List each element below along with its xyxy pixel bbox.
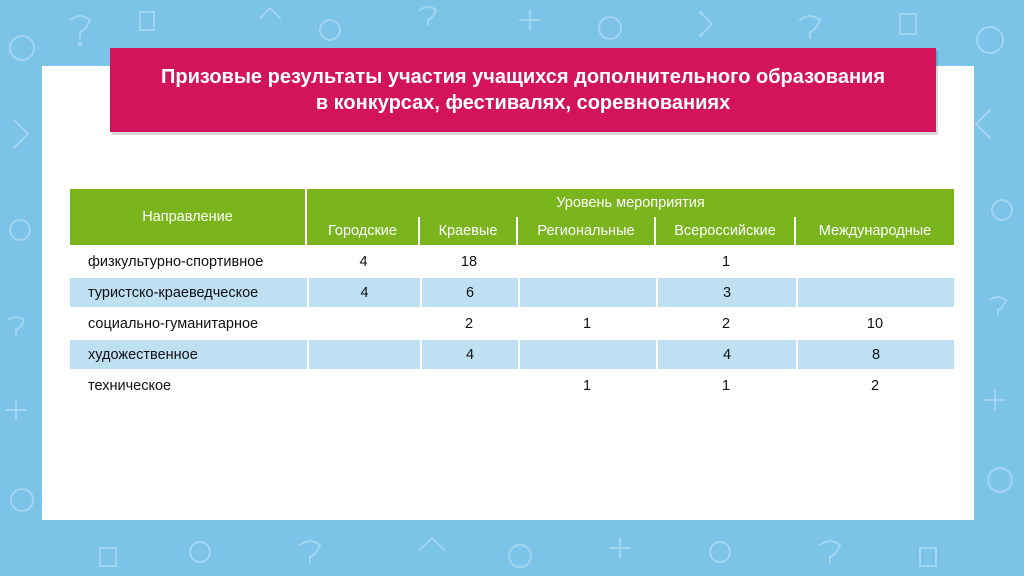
table-cell: 4 xyxy=(420,338,518,369)
table-cell: 8 xyxy=(796,338,954,369)
table-cell: 1 xyxy=(721,253,731,270)
table-cell: 3 xyxy=(656,276,796,307)
table-cell xyxy=(796,245,954,276)
direction-header: Направление xyxy=(70,189,307,245)
level-regional-header: Региональные xyxy=(518,217,656,245)
table-cell: 4 xyxy=(307,276,420,307)
table-cell: 2 xyxy=(796,369,954,400)
level-header: Уровень мероприятия xyxy=(307,189,954,217)
table-row xyxy=(70,338,954,369)
table-cell xyxy=(307,307,420,338)
row-name: техническое xyxy=(70,369,307,400)
table-cell xyxy=(420,369,518,400)
table-cell: 4 xyxy=(656,338,796,369)
level-city-header: Городские xyxy=(307,217,420,245)
table-cell xyxy=(796,276,954,307)
row-name: социально-гуманитарное xyxy=(70,307,307,338)
level-national-header: Всероссийские xyxy=(656,217,796,245)
table-cell: 2 xyxy=(656,307,796,338)
table-cell: 10 xyxy=(796,307,954,338)
table-cell xyxy=(307,369,420,400)
title-line-1: Призовые результаты участия учащихся дополнительного образования xyxy=(161,66,885,88)
row-name: физкультурно-спортивное xyxy=(88,253,264,270)
level-krai-header: Краевые xyxy=(420,217,518,245)
results-table xyxy=(70,189,954,400)
table-cell xyxy=(518,276,656,307)
title-banner xyxy=(110,48,936,132)
table-cell: 1 xyxy=(518,307,656,338)
table-row xyxy=(70,276,954,307)
table-cell xyxy=(518,245,656,276)
table-row xyxy=(70,307,954,338)
table-cell: 6 xyxy=(420,276,518,307)
row-name: художественное xyxy=(70,338,307,369)
table-cell: 18 xyxy=(460,253,478,270)
table-cell: 4 xyxy=(359,253,368,270)
table-cell xyxy=(518,338,656,369)
table-cell: 1 xyxy=(518,369,656,400)
table-cell: 2 xyxy=(420,307,518,338)
table-cell xyxy=(307,338,420,369)
level-international-header: Международные xyxy=(796,217,954,245)
table-row xyxy=(70,369,954,400)
table-row xyxy=(70,245,954,276)
title-line-2: в конкурсах, фестивалях, соревнованиях xyxy=(315,92,731,114)
table-cell: 1 xyxy=(656,369,796,400)
row-name: туристско-краеведческое xyxy=(70,276,307,307)
